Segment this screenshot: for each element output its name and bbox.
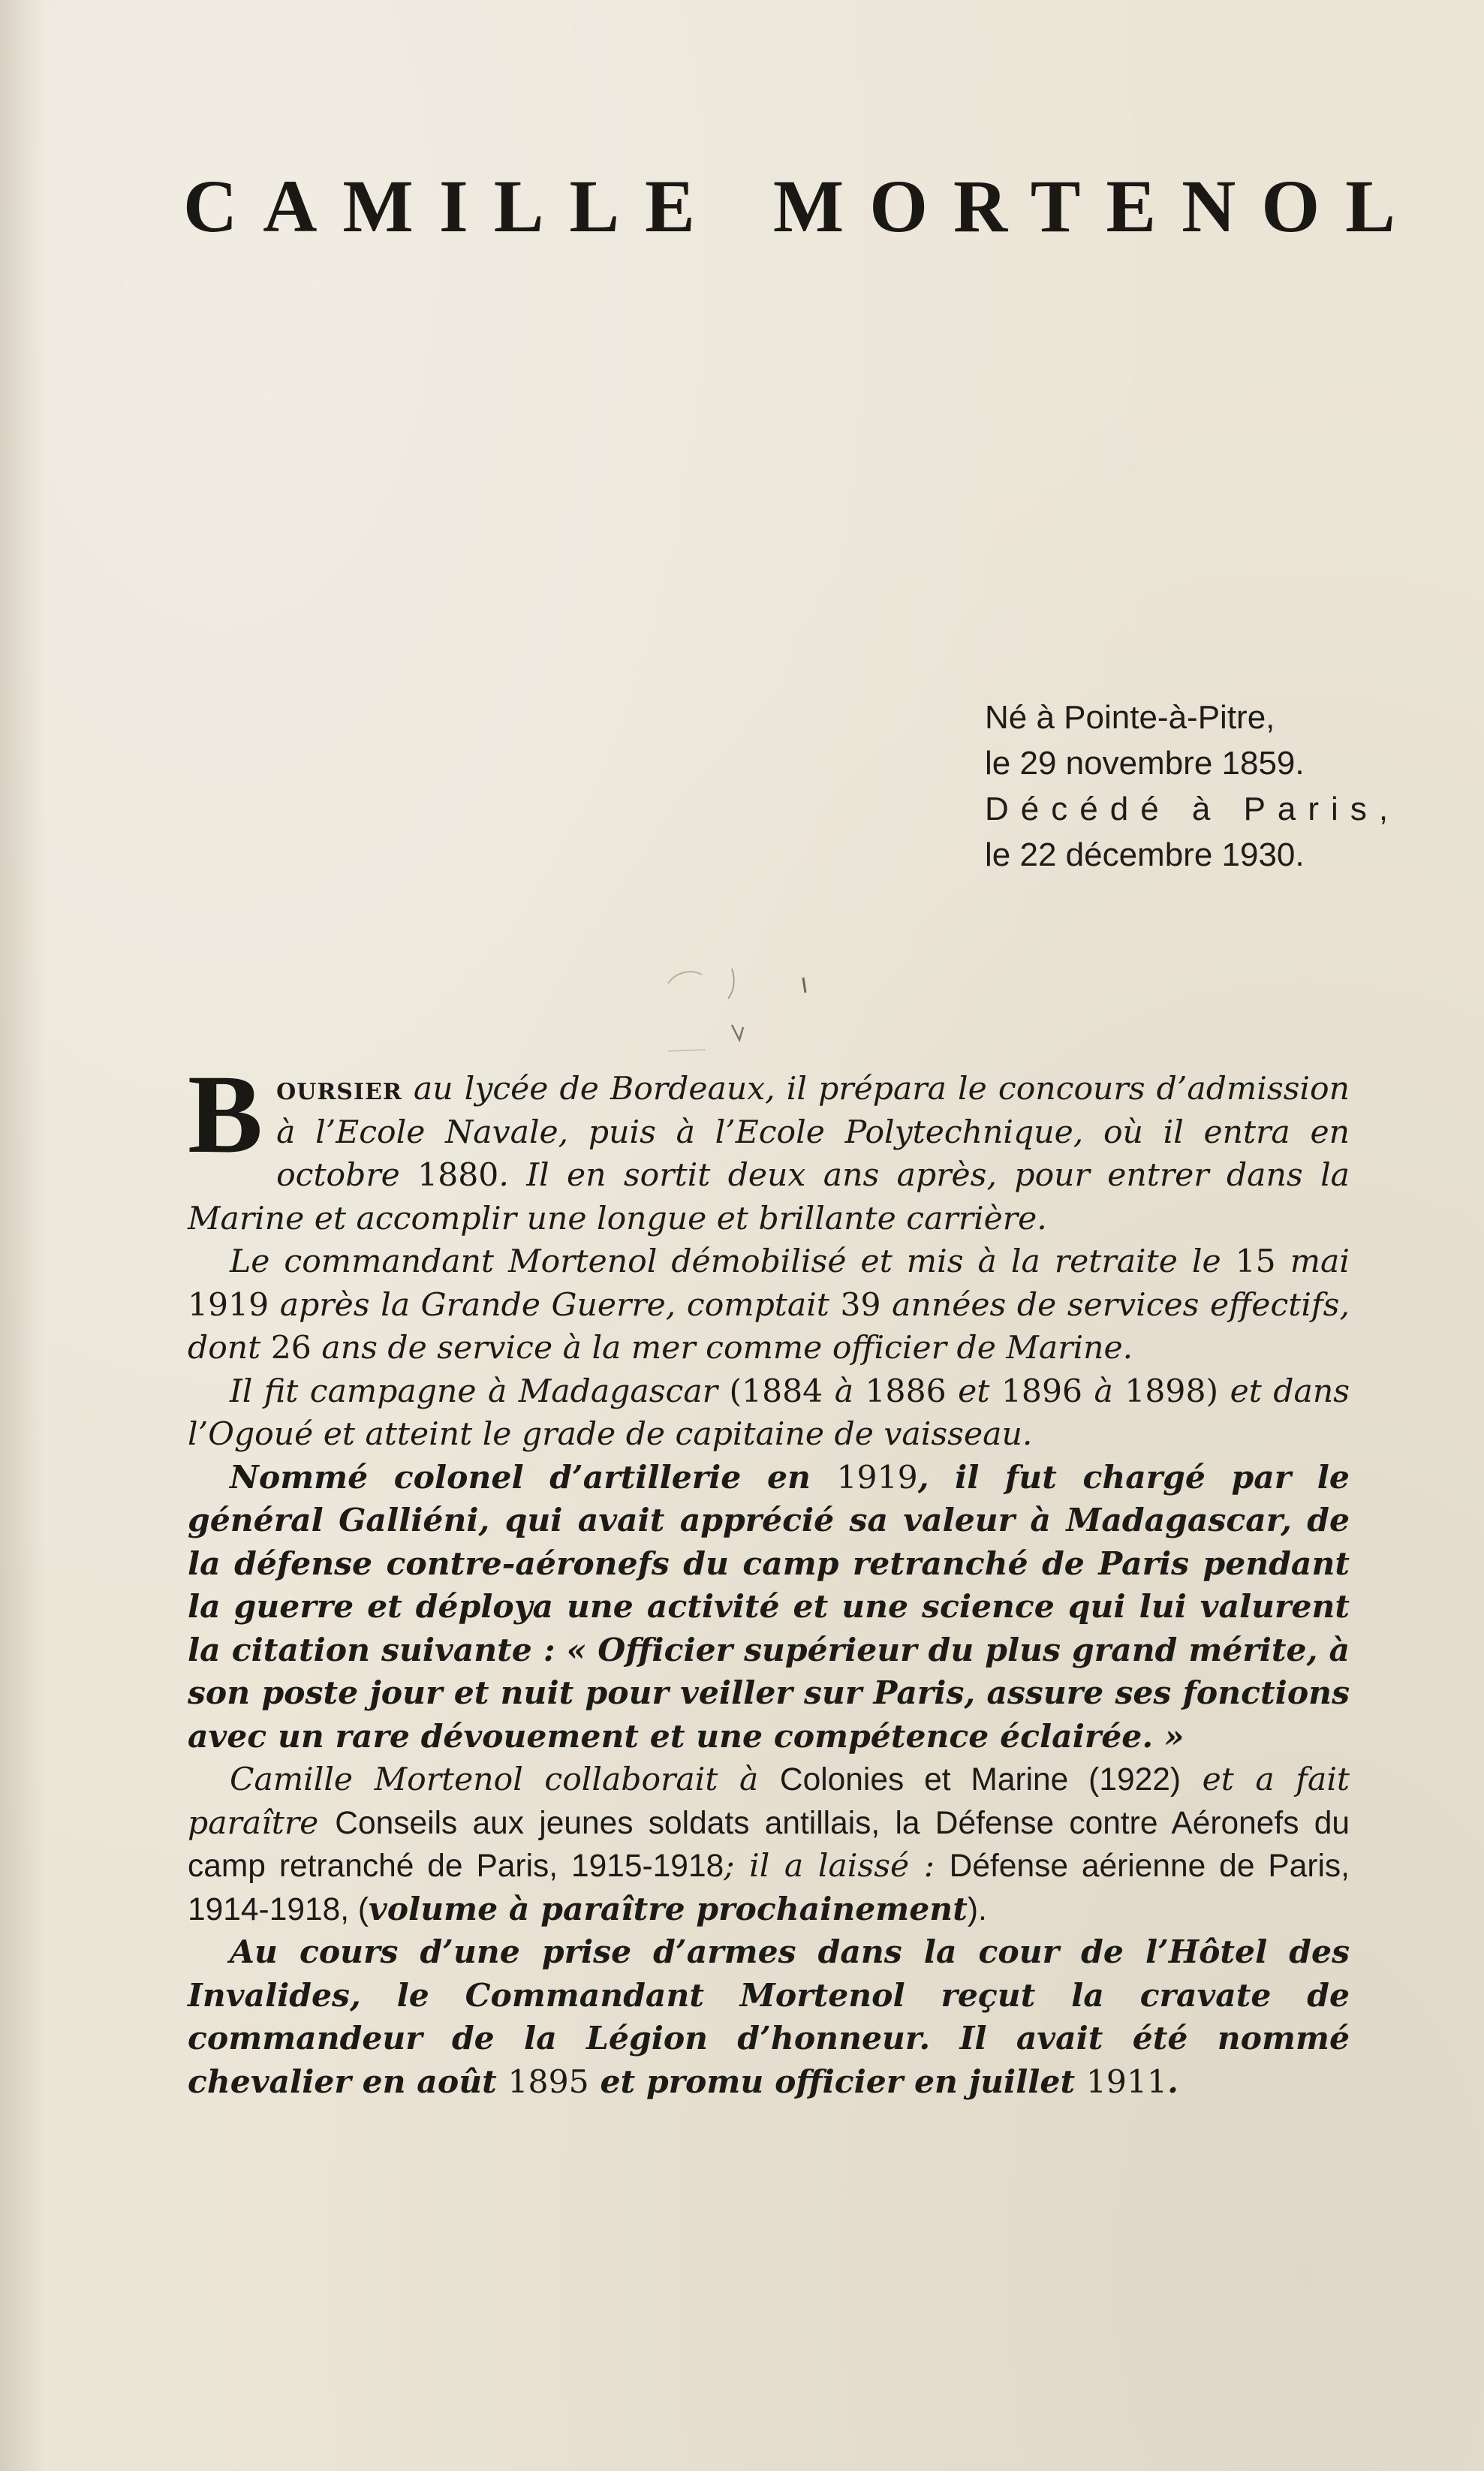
p1-text-1: au lycée de Bordeaux, il prépara le concours d’admission à l’Ecole Navale, puis à l’Ecole Polytechnique, où il entra en octobre [276,1071,1350,1194]
p3-number-4: 1898) [1124,1373,1219,1410]
pencil-mark [661,939,916,1074]
p5-text-2: et a fait paraître [188,1761,1350,1842]
p2-number-2: 1919 [188,1286,269,1324]
p6-number-1: 1895 [507,2063,589,2101]
p3-text-1: Il fit campagne à Madagascar [230,1373,730,1410]
paragraph-4 [188,1457,1350,1759]
p3-number-1: (1884 [729,1373,823,1410]
p3-text-3: et [946,1373,1001,1410]
p6-text-1: Au cours d’une prise d’armes dans la cour de l’Hôtel des Invalides, le Commandant Mortenol reçut la cravate de commandeur de la Légion d’honneur. Il avait été nommé chevalier en août [188,1933,1350,2101]
p2-number-4: 26 [270,1330,312,1367]
birth-death-dates [985,695,1389,878]
p3-text-2: à [823,1373,865,1410]
p4-text-1: Nommé colonel d’artillerie en [230,1458,837,1496]
p3-text-4: à [1082,1373,1125,1410]
title-first-name: CAMILLE [183,164,721,248]
paragraph-2 [188,1240,1350,1370]
p3-number-3: 1896 [1001,1373,1083,1410]
birth-place-line: Né à Pointe-à-Pitre, [985,699,1275,736]
p5-roman-2: Conseils aux jeunes soldats antillais, la Défense contre Aéronefs du camp retranché de Paris, 1915-1918 [188,1805,1350,1884]
p4-text-2: , il fut chargé par le général Galliéni, qui avait apprécié sa valeur à Madagascar, de la défense contre-aéronefs du camp retranché de Paris pendant la guerre et déploya une activité et une science qui lui valurent la citation suivante : « Officier supérieur du plus grand mérite, à son poste jour et nuit pour veiller sur Paris, assure ses fonctions avec un rare dévouement et une compétence éclairée. » [188,1458,1350,1755]
p5-text-3: ; il a laissé : [724,1848,950,1885]
p4-number-1: 1919 [836,1459,918,1496]
paragraph-6 [188,1931,1350,2104]
p6-text-3: . [1167,2063,1178,2101]
death-date-line: le 22 décembre 1930. [985,836,1305,873]
p6-number-2: 1911 [1085,2063,1168,2101]
p2-text-4: années de services effectifs, dont [188,1286,1350,1367]
p2-text-5: ans de service à la mer comme officier de Marine. [311,1330,1133,1367]
death-place-line [985,786,1389,832]
p1-text-2: . Il en sortit deux ans après, pour entrer dans la Marine et accomplir une longue et brillante carrière. [188,1157,1350,1237]
lead-word: oursier [276,1070,402,1107]
p2-number-3: 39 [840,1286,881,1324]
p5-roman-3: Défense aérienne de Paris, 1914-1918, ( [188,1849,1350,1927]
death-city: Paris [1243,791,1379,827]
birth-date-line: le 29 novembre 1859. [985,745,1305,782]
p2-number-1: 15 [1235,1243,1276,1280]
paragraph-1 [188,1052,1350,1240]
p3-text-5: et dans l’Ogoué et atteint le grade de capitaine de vaisseau. [188,1373,1350,1453]
p5-roman-1: Colonies et Marine (1922) [779,1762,1181,1798]
p1-number-1: 1880 [417,1157,499,1194]
p2-text-3: après la Grande Guerre, comptait [269,1286,841,1324]
death-prefix: Décédé à [985,791,1244,827]
p2-text-2: mai [1275,1243,1350,1280]
biography-text [188,1052,1350,2104]
p5-text-1: Camille Mortenol collaborait à [230,1761,780,1798]
p5-text-4: volume à paraître prochainement [369,1890,968,1928]
page-spine-shadow [0,0,45,2471]
p5-roman-4: ). [967,1891,987,1927]
page-title [183,154,1421,259]
p6-text-2: et promu officier en juillet [588,2063,1086,2101]
p3-number-2: 1886 [865,1373,947,1410]
p2-text-1: Le commandant Mortenol démobilisé et mis à la retraite le [230,1243,1236,1280]
title-last-name: MORTENOL [772,164,1421,248]
death-suffix: , [1378,791,1389,827]
paragraph-3 [188,1370,1350,1457]
paragraph-5 [188,1758,1350,1931]
drop-cap: B [188,1052,263,1177]
